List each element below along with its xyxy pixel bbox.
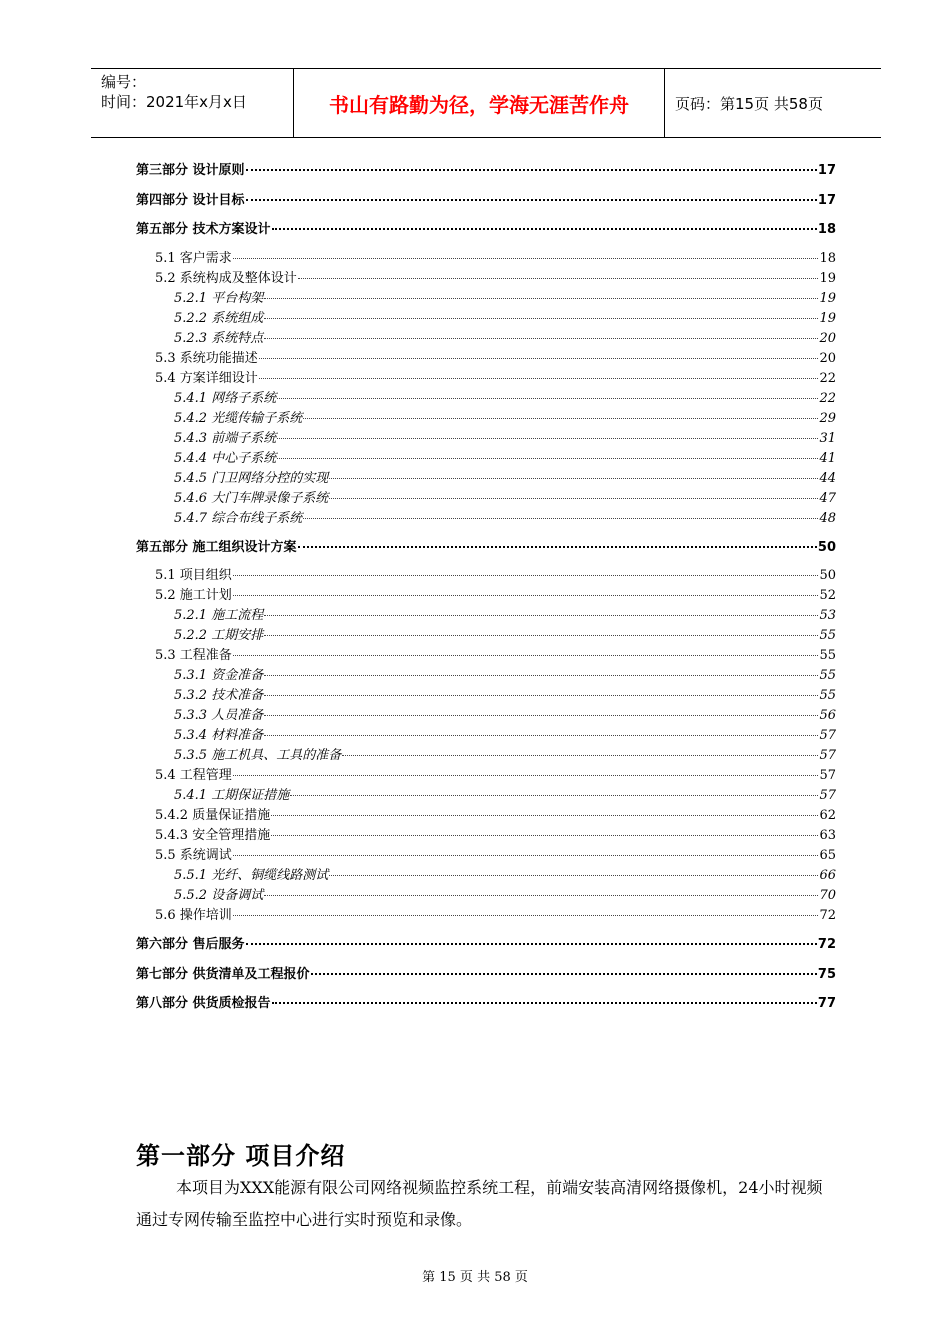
toc-entry-title: 5.4.3 安全管理措施 xyxy=(155,828,271,843)
toc-leader-dots xyxy=(264,715,818,716)
toc-entry-title: 第七部分 供货清单及工程报价 xyxy=(136,966,310,982)
toc-leader-dots xyxy=(233,595,819,596)
toc-leader-dots xyxy=(264,635,818,636)
toc-entry-page: 65 xyxy=(819,848,836,863)
toc-leader-dots xyxy=(329,478,818,479)
toc-entry-page: 62 xyxy=(819,808,836,823)
toc-entry-page: 55 xyxy=(819,688,836,703)
toc-entry-title: 5.4 方案详细设计 xyxy=(155,370,258,386)
toc-entry[interactable] xyxy=(136,156,836,186)
toc-entry-title: 5.3.4 材料准备 xyxy=(174,728,264,743)
toc-entry-title: 5.2.3 系统特点 xyxy=(174,330,264,346)
toc-entry-title: 第五部分 施工组织设计方案 xyxy=(136,539,297,555)
toc-entry-page: 55 xyxy=(819,668,836,683)
page-footer: 第 15 页 共 58 页 xyxy=(422,1270,528,1285)
toc-entry-page: 56 xyxy=(819,708,836,723)
toc-entry[interactable] xyxy=(136,646,836,666)
toc-leader-dots xyxy=(264,615,818,616)
toc-entry-page: 18 xyxy=(817,222,836,237)
toc-leader-dots xyxy=(246,199,817,201)
toc-entry-page: 50 xyxy=(817,539,836,555)
toc-entry-page: 22 xyxy=(819,390,836,406)
toc-entry[interactable] xyxy=(136,906,836,926)
toc-leader-dots xyxy=(272,1002,817,1004)
toc-leader-dots xyxy=(264,338,818,339)
toc-entry-page: 66 xyxy=(819,868,836,883)
toc-entry[interactable] xyxy=(136,666,836,686)
toc-entry[interactable] xyxy=(136,766,836,786)
toc-entry-page: 41 xyxy=(819,450,836,466)
toc-leader-dots xyxy=(271,815,818,816)
toc-leader-dots xyxy=(264,298,818,299)
toc-entry-title: 5.3 系统功能描述 xyxy=(155,350,258,366)
toc-entry-page: 17 xyxy=(817,192,836,208)
toc-entry-page: 17 xyxy=(817,163,836,178)
toc-entry[interactable] xyxy=(136,586,836,606)
toc-leader-dots xyxy=(298,278,819,279)
toc-entry-title: 5.1 项目组织 xyxy=(155,568,232,583)
toc-entry-page: 19 xyxy=(819,310,836,326)
toc-leader-dots xyxy=(342,755,818,756)
toc-entry-page: 20 xyxy=(819,330,836,346)
toc-leader-dots xyxy=(233,575,819,576)
toc-entry-title: 5.2 施工计划 xyxy=(155,588,232,603)
toc-entry-title: 5.2.2 工期安排 xyxy=(174,628,264,643)
toc-entry-page: 29 xyxy=(819,410,836,426)
toc-leader-dots xyxy=(277,438,818,439)
toc-leader-dots xyxy=(233,855,819,856)
toc-leader-dots xyxy=(233,915,819,916)
toc-entry-page: 47 xyxy=(819,490,836,506)
toc-entry-title: 第八部分 供货质检报告 xyxy=(136,996,271,1011)
toc-entry-title: 5.4.7 综合布线子系统 xyxy=(174,510,303,526)
header-meta xyxy=(91,69,293,137)
toc-entry-title: 5.4.5 门卫网络分控的实现 xyxy=(174,470,329,486)
toc-entry[interactable] xyxy=(136,606,836,626)
toc-entry[interactable] xyxy=(136,215,836,245)
toc-entry-page: 57 xyxy=(819,788,836,803)
toc-leader-dots xyxy=(233,655,819,656)
header-page-label: 页码：第15页 共58页 xyxy=(675,94,823,113)
toc-entry-page: 20 xyxy=(819,350,836,366)
toc-leader-dots xyxy=(329,875,818,876)
toc-leader-dots xyxy=(259,358,819,359)
toc-entry-page: 44 xyxy=(819,470,836,486)
section-title: 第一部分 项目介绍 xyxy=(136,1141,346,1170)
toc-leader-dots xyxy=(264,735,818,736)
toc-entry-page: 72 xyxy=(817,937,836,952)
toc-entry-title: 5.3.1 资金准备 xyxy=(174,668,264,683)
toc-entry-page: 48 xyxy=(819,510,836,526)
toc-entry-title: 5.3.2 技术准备 xyxy=(174,688,264,703)
section-paragraph: 本项目为XXX能源有限公司网络视频监控系统工程，前端安装高清网络摄像机，24小时视频通过专网传输至监控中心进行实时预览和录像。 xyxy=(136,1178,823,1229)
toc-entry[interactable] xyxy=(136,269,836,289)
toc-leader-dots xyxy=(303,418,818,419)
toc-entry-page: 55 xyxy=(819,648,836,663)
toc-entry[interactable] xyxy=(136,489,836,509)
toc-leader-dots xyxy=(264,895,818,896)
toc-entry-title: 5.1 客户需求 xyxy=(155,250,232,266)
toc-leader-dots xyxy=(264,318,818,319)
toc-entry[interactable] xyxy=(136,469,836,489)
toc-entry[interactable] xyxy=(136,409,836,429)
toc-entry[interactable] xyxy=(136,930,836,960)
toc-entry-title: 5.4.1 网络子系统 xyxy=(174,390,277,406)
toc-leader-dots xyxy=(303,518,818,519)
toc-entry-page: 53 xyxy=(819,608,836,623)
toc-entry[interactable] xyxy=(136,309,836,329)
toc-entry-page: 63 xyxy=(819,828,836,843)
toc-entry[interactable] xyxy=(136,289,836,309)
time-label: 时间：2021年x月x日 xyxy=(101,93,247,111)
toc-entry[interactable] xyxy=(136,686,836,706)
toc-entry-title: 5.5.1 光纤、铜缆线路测试 xyxy=(174,868,329,883)
toc-entry-title: 5.3.5 施工机具、工具的准备 xyxy=(174,748,342,763)
page-header xyxy=(91,68,881,138)
toc-entry-title: 5.4.3 前端子系统 xyxy=(174,430,277,446)
toc-leader-dots xyxy=(311,973,817,975)
toc-leader-dots xyxy=(272,228,817,230)
toc-leader-dots xyxy=(233,258,819,259)
toc-entry-title: 5.4.6 大门车牌录像子系统 xyxy=(174,490,329,506)
toc-entry[interactable] xyxy=(136,509,836,529)
toc-entry[interactable] xyxy=(136,429,836,449)
toc-entry-title: 第四部分 设计目标 xyxy=(136,192,245,208)
toc-entry-page: 50 xyxy=(819,568,836,583)
toc-entry-title: 5.4.1 工期保证措施 xyxy=(174,788,290,803)
toc-entry-page: 77 xyxy=(817,996,836,1011)
toc-leader-dots xyxy=(259,378,819,379)
toc-leader-dots xyxy=(329,498,818,499)
toc-entry-title: 5.4.4 中心子系统 xyxy=(174,450,277,466)
toc-leader-dots xyxy=(271,835,818,836)
toc-leader-dots xyxy=(290,795,818,796)
toc-entry-title: 5.4.2 质量保证措施 xyxy=(155,808,271,823)
toc-entry-page: 57 xyxy=(819,728,836,743)
toc-entry-title: 5.4.2 光缆传输子系统 xyxy=(174,410,303,426)
toc-entry-title: 5.3.3 人员准备 xyxy=(174,708,264,723)
toc-entry-title: 5.2.2 系统组成 xyxy=(174,310,264,326)
toc-entry[interactable] xyxy=(136,846,836,866)
toc-entry[interactable] xyxy=(136,746,836,766)
toc-entry-page: 55 xyxy=(819,628,836,643)
toc-entry[interactable] xyxy=(136,566,836,586)
number-label: 编号： xyxy=(101,73,147,91)
toc-entry-title: 5.2 系统构成及整体设计 xyxy=(155,270,297,286)
toc-entry-title: 5.6 操作培训 xyxy=(155,908,232,923)
toc-entry[interactable] xyxy=(136,960,836,990)
toc-entry-page: 75 xyxy=(817,966,836,982)
toc-entry[interactable] xyxy=(136,389,836,409)
toc-entry[interactable] xyxy=(136,349,836,369)
toc-leader-dots xyxy=(246,943,817,945)
toc-leader-dots xyxy=(233,775,819,776)
toc-entry-title: 5.4 工程管理 xyxy=(155,768,232,783)
toc-entry-title: 第三部分 设计原则 xyxy=(136,163,245,178)
toc-leader-dots xyxy=(264,675,818,676)
toc-entry[interactable] xyxy=(136,329,836,349)
toc-entry-page: 31 xyxy=(819,430,836,446)
toc-entry[interactable] xyxy=(136,533,836,563)
toc-entry[interactable] xyxy=(136,806,836,826)
toc-entry-page: 70 xyxy=(819,888,836,903)
toc-entry-title: 5.2.1 施工流程 xyxy=(174,608,264,623)
toc-entry-page: 57 xyxy=(819,768,836,783)
toc-entry[interactable] xyxy=(136,626,836,646)
toc-entry[interactable] xyxy=(136,449,836,469)
toc-entry-page: 57 xyxy=(819,748,836,763)
toc-entry-page: 19 xyxy=(819,290,836,306)
toc-entry-page: 19 xyxy=(819,270,836,286)
toc-entry[interactable] xyxy=(136,989,836,1019)
toc-entry[interactable] xyxy=(136,249,836,269)
toc-entry-title: 5.3 工程准备 xyxy=(155,648,232,663)
toc-entry[interactable] xyxy=(136,369,836,389)
toc-leader-dots xyxy=(264,695,818,696)
toc-entry-page: 52 xyxy=(819,588,836,603)
header-motto: 书山有路勤为径，学海无涯苦作舟 xyxy=(293,69,665,137)
toc-entry[interactable] xyxy=(136,826,836,846)
toc-entry-title: 第五部分 技术方案设计 xyxy=(136,222,271,237)
toc-entry[interactable] xyxy=(136,886,836,906)
toc-leader-dots xyxy=(246,169,817,171)
toc-entry-title: 5.2.1 平台构架 xyxy=(174,290,264,306)
toc-leader-dots xyxy=(277,398,818,399)
toc-entry[interactable] xyxy=(136,866,836,886)
toc-entry[interactable] xyxy=(136,706,836,726)
table-of-contents xyxy=(136,156,836,1019)
toc-entry[interactable] xyxy=(136,186,836,216)
toc-entry-page: 72 xyxy=(819,908,836,923)
toc-leader-dots xyxy=(277,458,818,459)
toc-entry-page: 22 xyxy=(819,370,836,386)
toc-entry-title: 5.5 系统调试 xyxy=(155,848,232,863)
toc-leader-dots xyxy=(298,546,817,548)
toc-entry[interactable] xyxy=(136,786,836,806)
toc-entry[interactable] xyxy=(136,726,836,746)
toc-entry-title: 5.5.2 设备调试 xyxy=(174,888,264,903)
toc-entry-title: 第六部分 售后服务 xyxy=(136,937,245,952)
toc-entry-page: 18 xyxy=(819,250,836,266)
